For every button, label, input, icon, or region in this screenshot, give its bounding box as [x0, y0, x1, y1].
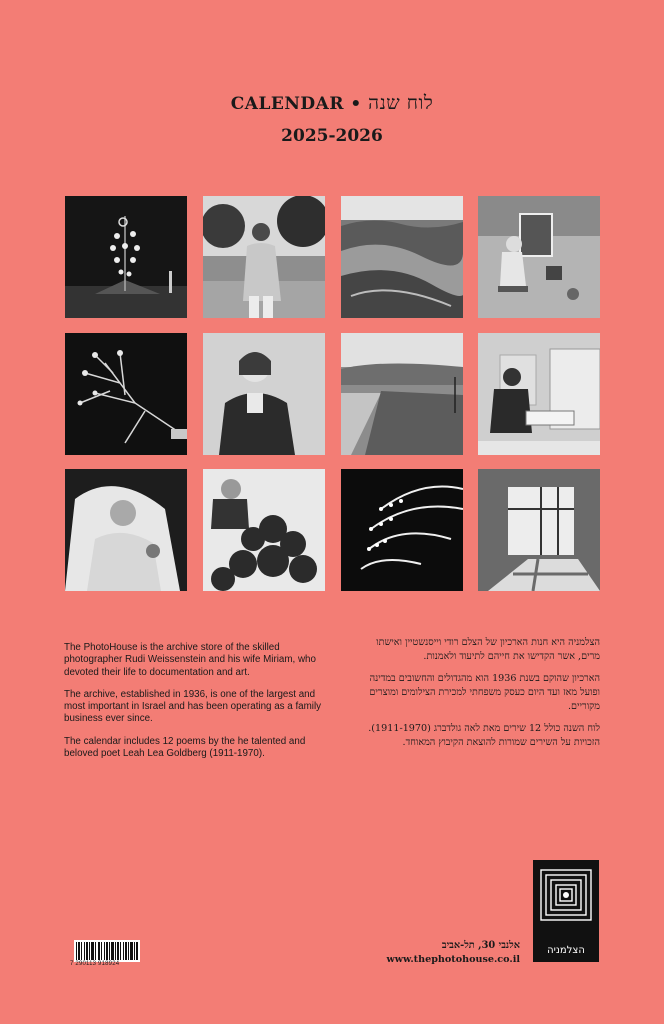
- barcode-icon: [74, 940, 140, 962]
- hebrew-description: [368, 636, 600, 758]
- store-address: אלנבי 30, תל-אביב: [441, 940, 520, 951]
- photo-bride-veil: [65, 469, 187, 591]
- photo-window-shadow: [478, 469, 600, 591]
- photohouse-logo: [533, 860, 599, 962]
- photo-woman-with-plant: [203, 469, 325, 591]
- english-paragraph-1: The PhotoHouse is the archive store of the skilled photographer Rudi Weissenstein and his wife Miriam, who devoted their life to documentation and art.: [64, 642, 316, 678]
- photo-light-streaks: [341, 469, 463, 591]
- title-hebrew: לוח שנה: [368, 92, 434, 114]
- photo-painter-outdoors: [478, 196, 600, 318]
- photo-canal-landscape: [341, 333, 463, 455]
- title-separator: •: [350, 94, 362, 114]
- hebrew-paragraph-3: לוח השנה כולל 12 שירים מאת לאה גולדברג (1911-1970). הזכויות על השירים שמורות להוצאת הקיבוץ המאוחד.: [368, 723, 600, 748]
- photo-tower-at-night: [65, 196, 187, 318]
- barcode-number: 7 290113 918924: [70, 961, 120, 967]
- calendar-title: [0, 92, 664, 115]
- english-paragraph-3: The calendar includes 12 poems by the he talented and beloved poet Leah Lea Goldberg (1911-1970).: [64, 735, 306, 760]
- website-link[interactable]: www.thephotohouse.co.il: [386, 954, 520, 965]
- photo-man-at-computer: [478, 333, 600, 455]
- photo-woman-with-palms: [203, 196, 325, 318]
- english-description: [64, 642, 330, 770]
- hebrew-paragraph-2: הארכיון שהוקם בשנת 1936 הוא מהגדולים והחשובים במדינה ופועל מאז ועד היום כעסק משפחתי למכירת הצילומים ומוצרים מקוריים.: [369, 673, 600, 712]
- photo-branch: [65, 333, 187, 455]
- title-english: CALENDAR: [230, 94, 344, 114]
- logo-label: הצלמניה: [547, 945, 585, 956]
- calendar-years: 2025-2026: [281, 126, 383, 146]
- english-paragraph-2: The archive, established in 1936, is one of the largest and most important in Israel and has been operating as a family business ever since.: [64, 688, 322, 725]
- photo-desert-landscape: [341, 196, 463, 318]
- photo-woman-with-fur: [203, 333, 325, 455]
- hebrew-paragraph-1: הצלמניה היא חנות הארכיון של הצלם רודי וייסנשטיין ואישתו מרים, אשר הקדישו את חייהם לתיעוד ולאמנות.: [376, 637, 600, 662]
